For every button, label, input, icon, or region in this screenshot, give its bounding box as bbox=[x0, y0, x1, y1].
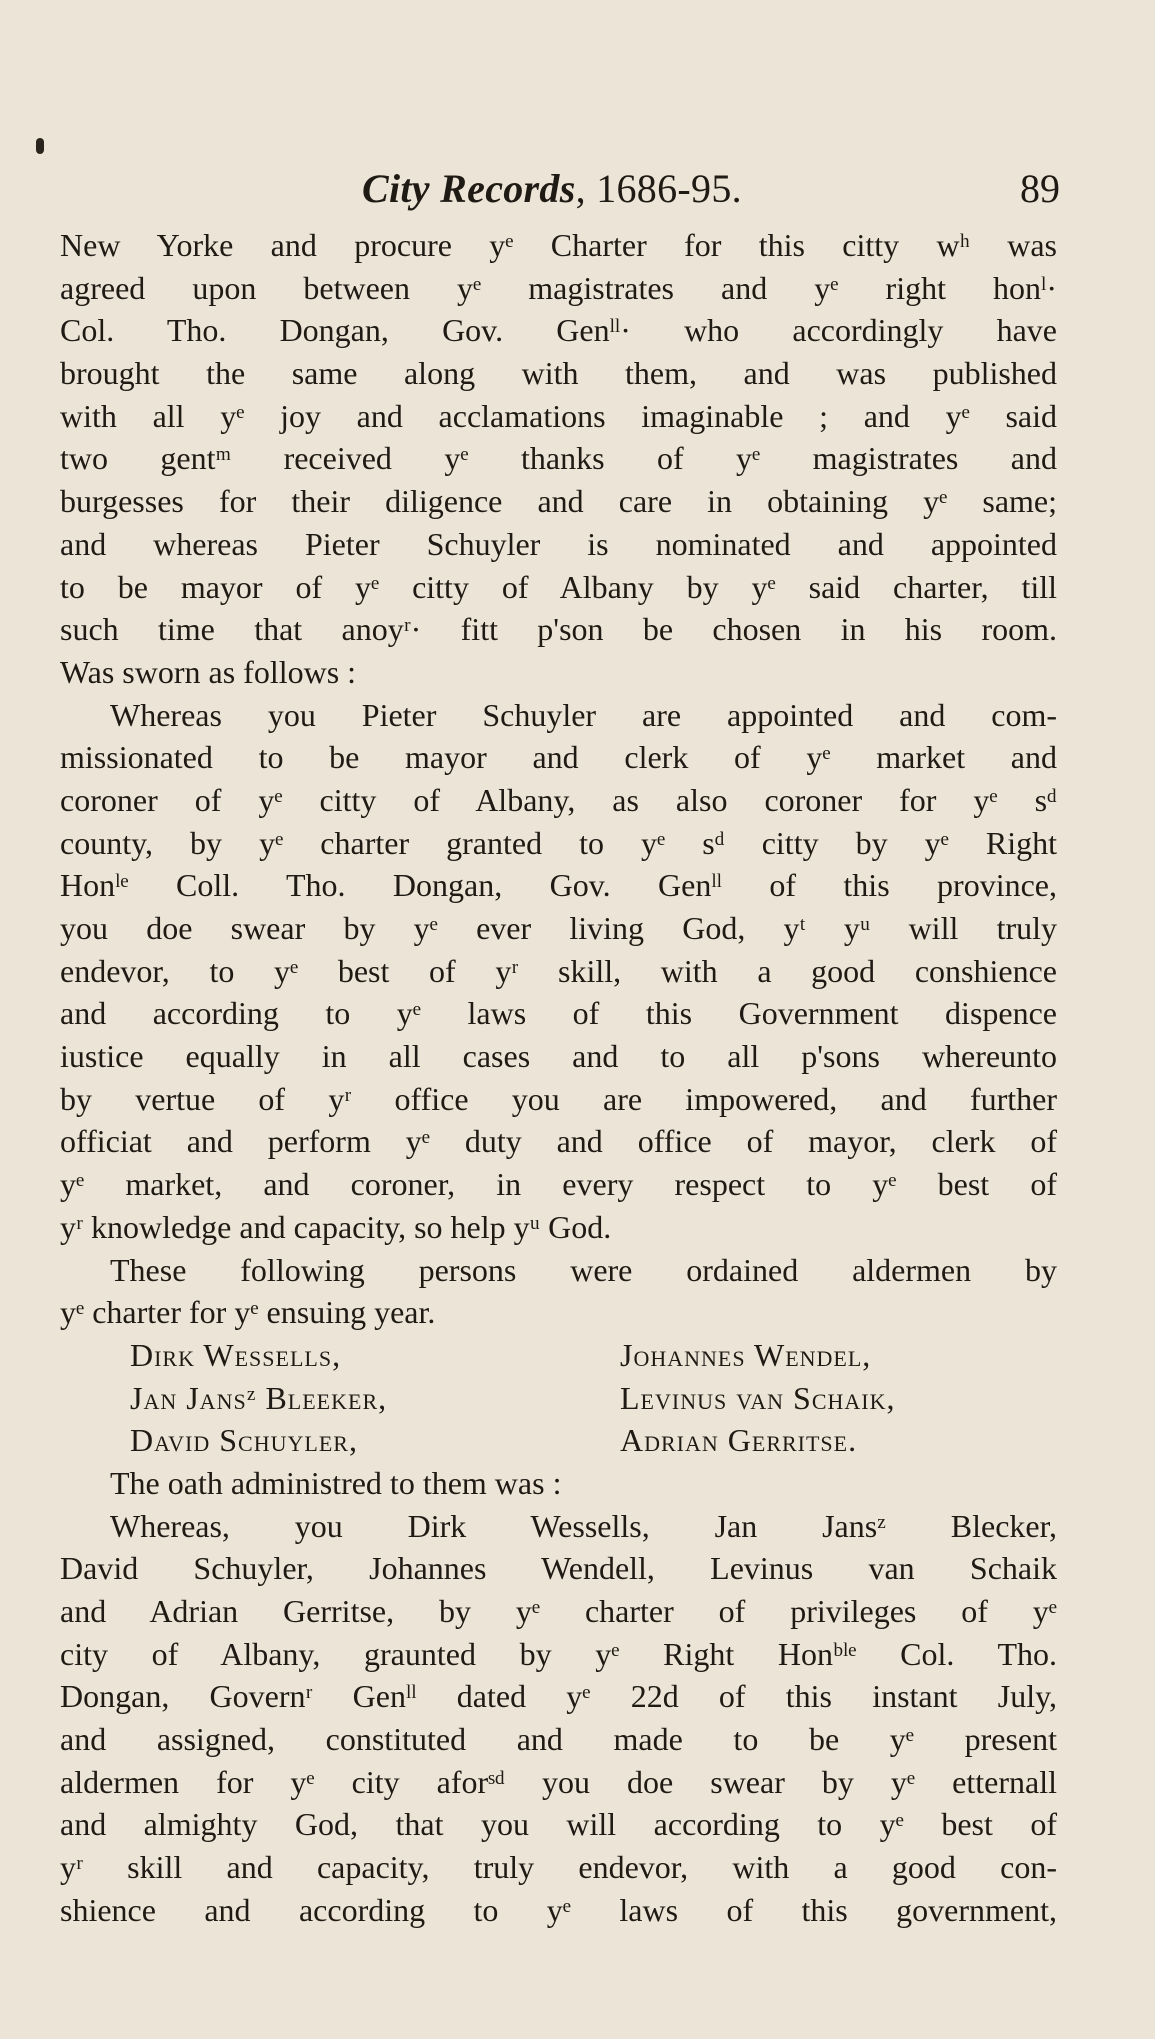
text-line: yᵉ charter for yᵉ ensuing year. bbox=[60, 1294, 436, 1331]
text-line: and almighty God, that you will according to yᵉ best of bbox=[60, 1806, 1057, 1843]
text-line: David Schuyler, Johannes Wendell, Levinus van Schaik bbox=[60, 1550, 1057, 1587]
text-line: coroner of yᵉ citty of Albany, as also coroner for yᵉ sᵈ bbox=[60, 781, 1057, 818]
text-line: missionated to be mayor and clerk of yᵉ market and bbox=[60, 739, 1057, 776]
text-line: Col. Tho. Dongan, Gov. Genˡˡ· who accordingly have bbox=[60, 312, 1057, 349]
alderman-name: Johannes Wendel, bbox=[620, 1336, 872, 1373]
text-line: yᵉ market, and coroner, in every respect to yᵉ best of bbox=[60, 1166, 1057, 1203]
text-line: and assigned, constituted and made to be yᵉ present bbox=[60, 1721, 1057, 1758]
text-line: Whereas you Pieter Schuyler are appointed and com- bbox=[110, 696, 1057, 733]
text-line: by vertue of yʳ office you are impowered, and further bbox=[60, 1080, 1057, 1117]
text-line: Was sworn as follows : bbox=[60, 653, 357, 690]
text-line: New Yorke and procure yᵉ Charter for this citty wʰ was bbox=[60, 227, 1057, 263]
text-line: burgesses for their diligence and care in obtaining yᵉ same; bbox=[60, 483, 1057, 520]
text-line: with all yᵉ joy and acclamations imaginable ; and yᵉ said bbox=[60, 397, 1057, 434]
text-line: to be mayor of yᵉ citty of Albany by yᵉ said charter, till bbox=[60, 568, 1057, 605]
alderman-name: Levinus van Schaik, bbox=[620, 1379, 896, 1416]
running-header bbox=[60, 165, 1060, 215]
text-line: officiat and perform yᵉ duty and office of mayor, clerk of bbox=[60, 1123, 1057, 1160]
text-line: Dongan, Governʳ Genˡˡ dated yᵉ 22d of this instant July, bbox=[60, 1678, 1057, 1715]
page-body bbox=[60, 224, 1057, 1932]
text-line: and according to yᵉ laws of this Government dispence bbox=[60, 995, 1057, 1032]
text-line: endevor, to yᵉ best of yʳ skill, with a good conshience bbox=[60, 952, 1057, 989]
text-line: These following persons were ordained aldermen by bbox=[110, 1251, 1057, 1288]
text-line: you doe swear by yᵉ ever living God, yᵗ yᵘ will truly bbox=[60, 910, 1057, 946]
text-line: Whereas, you Dirk Wessells, Jan Jansᶻ Blecker, bbox=[110, 1507, 1057, 1544]
text-line: aldermen for yᵉ city aforˢᵈ you doe swear by yᵉ etternall bbox=[60, 1763, 1057, 1800]
alderman-name: Adrian Gerritse. bbox=[620, 1422, 858, 1459]
text-line: two gentᵐ received yᵉ thanks of yᵉ magistrates and bbox=[60, 440, 1057, 477]
text-line: iustice equally in all cases and to all p'sons whereunto bbox=[60, 1038, 1057, 1075]
aldermen-list bbox=[60, 1334, 1057, 1462]
text-line: such time that anoyʳ· fitt p'son be chosen in his room. bbox=[60, 611, 1057, 648]
text-line: county, by yᵉ charter granted to yᵉ sᵈ citty by yᵉ Right bbox=[60, 824, 1057, 861]
text-line: city of Albany, graunted by yᵉ Right Honᵇˡᵉ Col. Tho. bbox=[60, 1635, 1057, 1672]
alderman-name: David Schuyler, bbox=[130, 1422, 358, 1459]
text-line: The oath administred to them was : bbox=[110, 1464, 562, 1501]
text-line: Honˡᵉ Coll. Tho. Dongan, Gov. Genˡˡ of this province, bbox=[60, 867, 1057, 904]
text-line: agreed upon between yᵉ magistrates and yᵉ right honˡ· bbox=[60, 269, 1057, 306]
text-line: yʳ knowledge and capacity, so help yᵘ God. bbox=[60, 1208, 612, 1245]
ink-mark bbox=[36, 138, 44, 154]
page-number: 89 bbox=[1020, 166, 1060, 211]
alderman-name: Jan Jansᶻ Bleeker, bbox=[130, 1379, 388, 1416]
text-line: brought the same along with them, and was published bbox=[60, 355, 1057, 392]
alderman-name: Dirk Wessells, bbox=[130, 1336, 342, 1373]
text-line: yʳ skill and capacity, truly endevor, with a good con- bbox=[60, 1849, 1057, 1886]
text-line: and Adrian Gerritse, by yᵉ charter of privileges of yᵉ bbox=[60, 1593, 1057, 1629]
text-line: shience and according to yᵉ laws of this government, bbox=[60, 1891, 1057, 1928]
running-title: City Records, 1686-95. bbox=[362, 166, 742, 211]
text-line: and whereas Pieter Schuyler is nominated and appointed bbox=[60, 525, 1057, 562]
